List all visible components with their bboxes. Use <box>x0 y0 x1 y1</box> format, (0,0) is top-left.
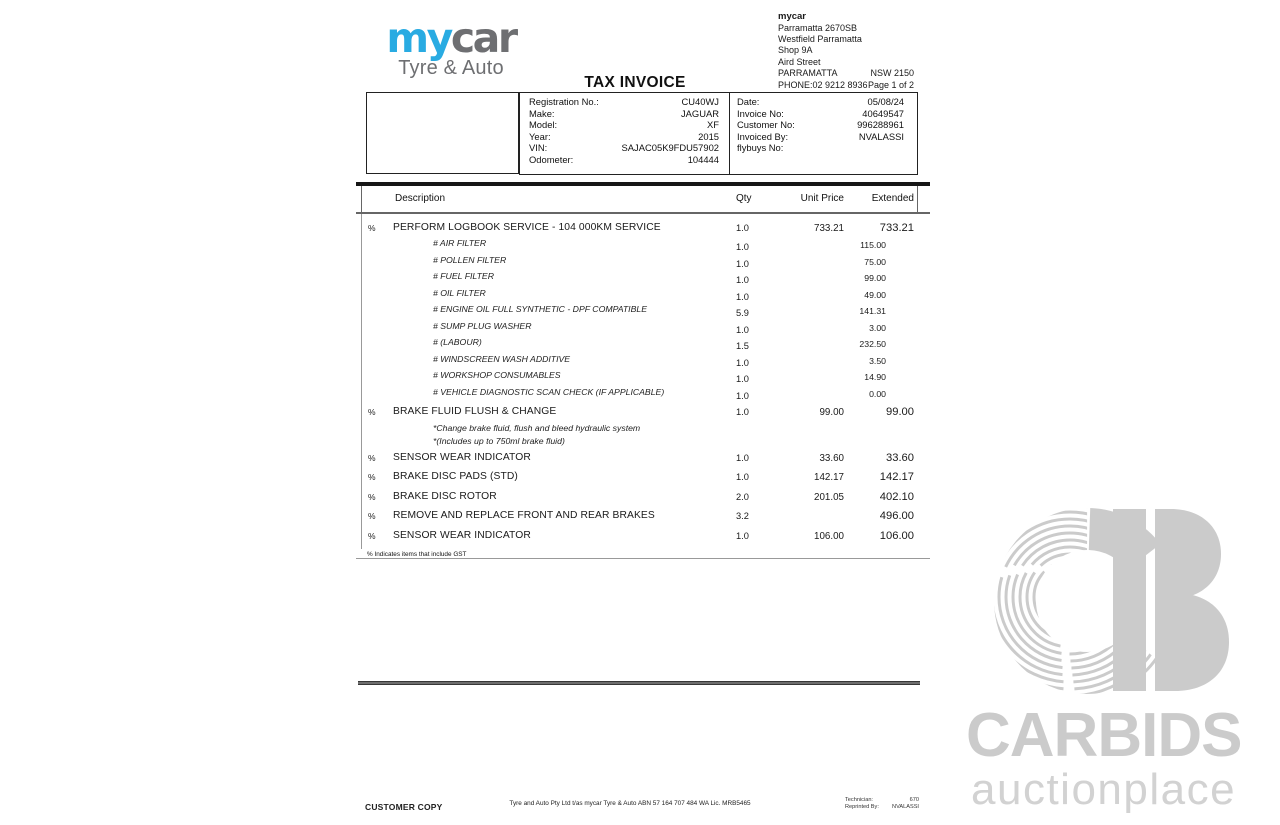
technician-value: 670 <box>909 797 919 803</box>
table-row <box>362 222 918 239</box>
technician-row <box>845 797 919 804</box>
description-cell: PERFORM LOGBOOK SERVICE - 104 000KM SERVICE <box>393 221 661 233</box>
page-separator-bar <box>358 681 920 685</box>
field-label: Invoice No: <box>737 107 784 119</box>
description-cell: REMOVE AND REPLACE FRONT AND REAR BRAKES <box>393 510 655 521</box>
store-address-line: Westfield Parramatta <box>778 34 862 44</box>
c-solid-arc <box>1013 527 1162 676</box>
description-cell: BRAKE DISC ROTOR <box>393 490 497 502</box>
header-qty: Qty <box>736 193 752 204</box>
table-row <box>362 288 918 305</box>
table-row <box>362 387 918 404</box>
logo-car-text: car <box>450 14 516 62</box>
field-value: CU40WJ <box>681 96 719 107</box>
field-label: Odometer: <box>529 153 574 165</box>
field-label: Model: <box>529 119 558 131</box>
footer-technician-block <box>845 797 919 810</box>
qty-cell: 1.0 <box>736 390 749 401</box>
vehicle-fields <box>520 93 729 174</box>
unit-price-cell: 733.21 <box>814 222 844 234</box>
unit-price-cell: 106.00 <box>814 530 844 542</box>
extended-cell: 106.00 <box>879 529 914 542</box>
field-value: 104444 <box>687 153 719 165</box>
description-cell: # AIR FILTER <box>433 238 487 248</box>
gst-marker-cell: % <box>368 222 376 233</box>
field-label: Date: <box>737 96 760 107</box>
extended-cell: 141.31 <box>859 306 886 316</box>
description-cell: # WORKSHOP CONSUMABLES <box>433 370 561 380</box>
field-label: Invoiced By: <box>737 130 789 142</box>
header-description: Description <box>395 193 446 204</box>
reprinted-row <box>845 804 919 811</box>
qty-cell: 1.0 <box>736 407 749 417</box>
field-value: 2015 <box>698 130 719 142</box>
description-cell: # VEHICLE DIAGNOSTIC SCAN CHECK (IF APPLICABLE) <box>433 386 665 397</box>
extended-cell: 115.00 <box>860 240 886 250</box>
table-row <box>362 370 918 387</box>
qty-cell: 2.0 <box>736 491 749 502</box>
customer-address-box <box>366 92 519 174</box>
table-row <box>362 471 918 488</box>
field-row <box>737 119 904 131</box>
description-cell: # (LABOUR) <box>433 337 482 347</box>
description-cell: # ENGINE OIL FULL SYNTHETIC - DPF COMPATIBLE <box>433 304 648 314</box>
gst-marker-cell: % <box>368 491 376 502</box>
extended-cell: 0.00 <box>869 388 886 399</box>
store-address-lines <box>778 23 914 69</box>
field-label: Make: <box>529 107 555 119</box>
b-icon <box>1113 509 1229 691</box>
logo-my-text: my <box>386 14 451 62</box>
field-row <box>737 131 904 143</box>
qty-cell: 1.0 <box>736 222 749 233</box>
technician-label: Technician: <box>845 797 873 803</box>
extended-cell: 142.17 <box>879 471 914 483</box>
header-unit-price: Unit Price <box>800 193 844 204</box>
table-row <box>362 354 918 371</box>
page-number: Page 1 of 2 <box>867 79 914 90</box>
description-cell: *Change brake fluid, flush and bleed hydraulic system <box>433 422 641 433</box>
extended-cell: 733.21 <box>879 221 914 234</box>
description-cell: # OIL FILTER <box>433 287 486 298</box>
logo-tagline: Tyre & Auto <box>398 57 504 79</box>
description-cell: *(Includes up to 750ml brake fluid) <box>433 435 565 446</box>
field-value: XF <box>707 119 719 131</box>
store-address-line: Shop 9A <box>778 45 813 56</box>
field-row <box>529 131 719 143</box>
extended-cell: 496.00 <box>879 510 914 522</box>
qty-cell: 1.0 <box>736 472 749 482</box>
table-row <box>362 406 918 423</box>
page-title: TAX INVOICE <box>584 74 686 91</box>
store-address-block <box>778 11 914 91</box>
gst-marker-cell: % <box>368 472 376 482</box>
extended-cell: 33.60 <box>886 451 914 464</box>
field-row <box>737 142 904 154</box>
extended-cell: 14.90 <box>864 372 886 382</box>
description-cell: # SUMP PLUG WASHER <box>433 320 532 331</box>
field-row <box>529 108 719 120</box>
field-row <box>737 96 904 108</box>
table-row <box>362 321 918 338</box>
qty-cell: 1.0 <box>736 357 749 368</box>
field-value: NVALASSI <box>858 130 904 142</box>
field-row <box>737 108 904 120</box>
table-row <box>362 337 918 354</box>
qty-cell: 5.9 <box>736 308 749 318</box>
gst-marker-cell: % <box>368 530 376 541</box>
mycar-logo <box>377 16 525 80</box>
extended-cell: 49.00 <box>864 289 886 300</box>
qty-cell: 1.0 <box>736 291 749 302</box>
store-address-line: Aird Street <box>778 56 821 67</box>
reprinted-value: NVALASSI <box>892 803 919 810</box>
table-header-row <box>361 186 918 212</box>
store-phone-row <box>778 80 914 91</box>
invoice-fields <box>729 93 917 174</box>
extended-cell: 3.50 <box>869 355 886 366</box>
qty-cell: 1.0 <box>736 324 749 335</box>
description-cell: BRAKE FLUID FLUSH & CHANGE <box>393 406 557 417</box>
field-value: 40649547 <box>862 107 904 119</box>
field-row <box>529 142 719 154</box>
description-cell: SENSOR WEAR INDICATOR <box>393 529 531 541</box>
gst-marker-cell: % <box>368 452 376 463</box>
table-row <box>362 491 918 508</box>
extended-cell: 99.00 <box>864 273 886 283</box>
company-abn-line: Tyre and Auto Pty Ltd t/as mycar Tyre & Auto ABN 57 164 707 484 WA Lic. MRB5465 <box>509 800 751 807</box>
field-label: VIN: <box>529 142 548 154</box>
reprinted-label: Reprinted By: <box>845 803 879 810</box>
description-cell: # POLLEN FILTER <box>433 254 507 265</box>
extended-cell: 402.10 <box>879 490 914 503</box>
table-row <box>362 423 918 436</box>
qty-cell: 1.0 <box>736 275 749 285</box>
unit-price-cell: 33.60 <box>819 452 844 464</box>
field-label: Year: <box>529 130 551 142</box>
qty-cell: 3.2 <box>736 511 749 521</box>
table-row <box>362 452 918 469</box>
store-name: mycar <box>778 11 806 22</box>
table-row <box>362 238 918 255</box>
table-bottom-border <box>356 558 930 559</box>
gst-marker-cell: % <box>368 407 376 417</box>
store-phone: PHONE:02 9212 8936 <box>778 79 868 90</box>
store-region: NSW 2150 <box>870 68 914 79</box>
field-row <box>529 119 719 131</box>
extended-cell: 232.50 <box>859 339 886 349</box>
table-row <box>362 530 918 547</box>
qty-cell: 1.0 <box>736 530 749 541</box>
table-row <box>362 271 918 288</box>
description-cell: # WINDSCREEN WASH ADDITIVE <box>433 353 571 364</box>
qty-cell: 1.0 <box>736 242 749 252</box>
unit-price-cell: 99.00 <box>819 407 844 418</box>
customer-copy-label: CUSTOMER COPY <box>365 802 443 812</box>
gst-footnote: % Indicates items that include GST <box>367 551 467 558</box>
details-box <box>519 92 918 175</box>
watermark-brand-text: CARBIDS <box>966 701 1242 770</box>
unit-price-cell: 201.05 <box>814 491 844 503</box>
watermark-sub-text: auctionplace <box>971 765 1237 814</box>
mycar-wordmark <box>377 16 525 60</box>
qty-cell: 1.0 <box>736 452 749 463</box>
description-cell: # FUEL FILTER <box>433 271 494 281</box>
fingerprint-c-icon <box>975 497 1197 710</box>
field-label: flybuys No: <box>737 142 784 154</box>
table-row <box>362 510 918 527</box>
description-cell: SENSOR WEAR INDICATOR <box>393 451 531 463</box>
field-row <box>529 96 719 108</box>
carbids-cb-logo <box>975 497 1263 710</box>
table-row <box>362 304 918 321</box>
qty-cell: 1.0 <box>736 374 749 384</box>
header-extended: Extended <box>871 193 914 204</box>
description-cell: BRAKE DISC PADS (STD) <box>393 471 518 482</box>
invoice-table <box>361 182 918 559</box>
field-label: Customer No: <box>737 119 795 131</box>
field-label: Registration No.: <box>529 96 599 107</box>
gst-marker-cell: % <box>368 511 376 521</box>
invoice-table-body <box>361 214 918 550</box>
store-address-line: Parramatta 2670SB <box>778 22 858 33</box>
store-city: PARRAMATTA <box>778 68 838 79</box>
field-value: SAJAC05K9FDU57902 <box>621 142 719 154</box>
unit-price-cell: 142.17 <box>814 472 844 483</box>
extended-cell: 75.00 <box>864 256 886 267</box>
field-value: 05/08/24 <box>867 96 904 107</box>
table-row <box>362 436 918 449</box>
qty-cell: 1.5 <box>736 341 749 351</box>
table-row <box>362 255 918 272</box>
store-city-row <box>778 68 914 79</box>
field-row <box>529 154 719 166</box>
field-value: 996288961 <box>857 119 904 131</box>
extended-cell: 3.00 <box>869 322 886 333</box>
field-value: JAGUAR <box>680 107 719 119</box>
extended-cell: 99.00 <box>886 406 914 418</box>
qty-cell: 1.0 <box>736 258 749 269</box>
